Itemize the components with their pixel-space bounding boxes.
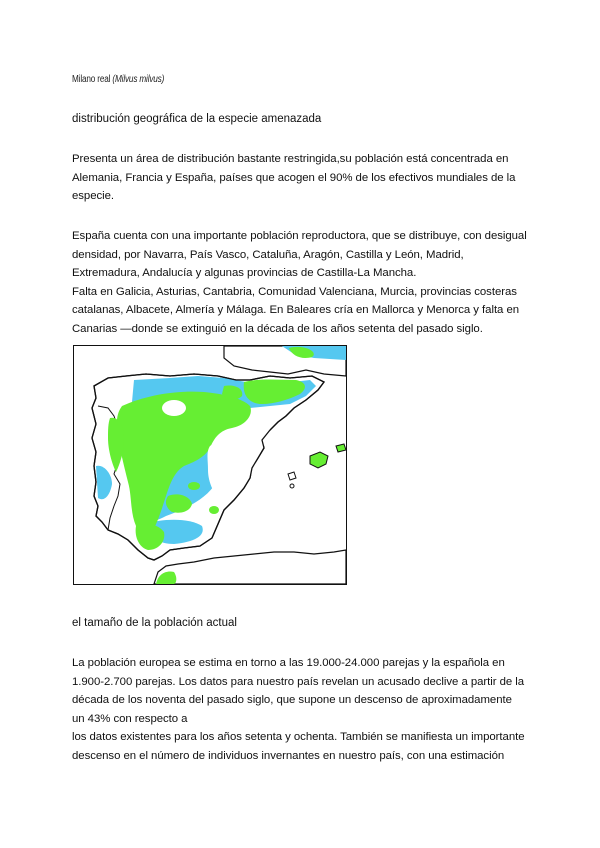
iberia-map-svg bbox=[74, 346, 346, 584]
ibiza-island bbox=[288, 472, 296, 480]
paragraph-text: los datos existentes para los años setenta y ochenta. También se manifiesta un importante descenso en el número de individuos invernantes en nuestro país, con una estimación bbox=[72, 731, 525, 762]
distribution-paragraph-2 bbox=[72, 227, 527, 338]
population-paragraph bbox=[72, 654, 527, 765]
unoccupied-patch bbox=[162, 400, 186, 416]
paragraph-text: España cuenta con una importante población reproductora, que se distribuye, con desigual densidad, por Navarra, País Vasco, Cataluña, Aragón, Castilla y León, Madrid, Extremadura, Andalucía y algunas provincias de Castilla-La Mancha. bbox=[72, 230, 527, 279]
distribution-paragraph-1 bbox=[72, 150, 527, 206]
population-heading: el tamaño de la población actual bbox=[72, 617, 237, 629]
formentera-island bbox=[290, 484, 294, 488]
species-scientific-name: (Milvus milvus) bbox=[112, 74, 165, 85]
species-title bbox=[72, 74, 164, 85]
distribution-map bbox=[73, 345, 347, 585]
unoccupied-patch bbox=[209, 506, 219, 514]
paragraph-text: La población europea se estima en torno a las 19.000-24.000 parejas y la española en 1.900-2.700 parejas. Los datos para nuestro país revelan un acusado declive a partir de la década de los noventa del pasado siglo, que supone un descenso de aproximadamente un 43% con respecto a bbox=[72, 657, 525, 725]
paragraph-text: Presenta un área de distribución bastante restringida,su población está concentrada en Alemania, Francia y España, países que acogen el 90% de los efectivos mundiales de la especie. bbox=[72, 153, 516, 202]
species-common-name: Milano real bbox=[72, 74, 111, 85]
unoccupied-patch bbox=[188, 482, 200, 490]
distribution-heading: distribución geográfica de la especie amenazada bbox=[72, 113, 322, 125]
paragraph-text: Falta en Galicia, Asturias, Cantabria, Comunidad Valenciana, Murcia, provincias costeras catalanas, Albacete, Almería y Málaga. En Baleares cría en Mallorca y Menorca y falta en Canarias —donde se extinguió en la década de los años setenta del pasado siglo. bbox=[72, 285, 520, 335]
menorca-island bbox=[336, 444, 346, 452]
